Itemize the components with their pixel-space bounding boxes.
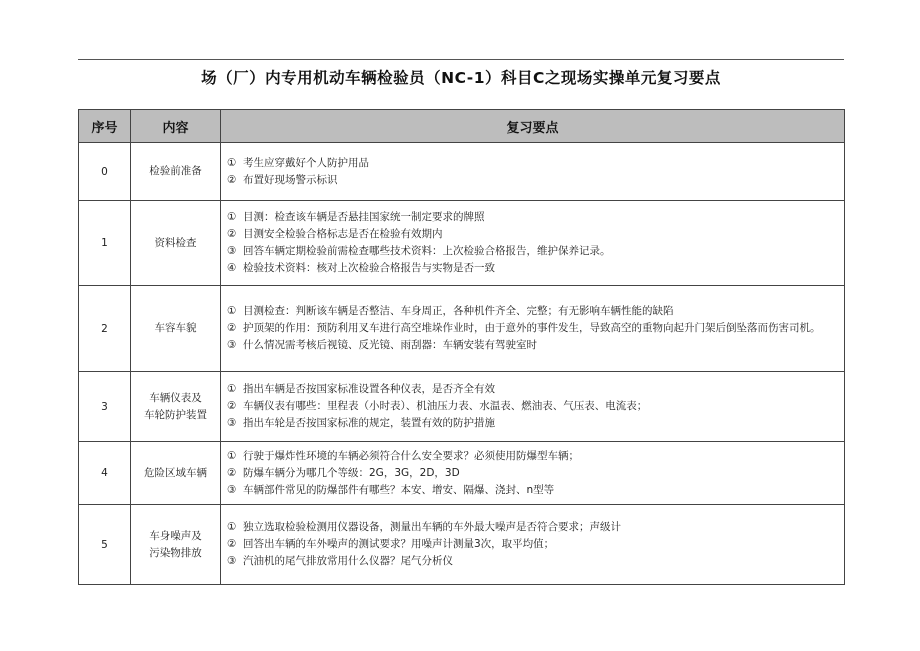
row-seq: 5 — [79, 505, 131, 585]
point-number: ② — [227, 322, 237, 334]
point-number: ③ — [227, 245, 237, 257]
point-number: ① — [227, 211, 237, 223]
row-content-line: 车辆仪表及 — [149, 391, 202, 404]
row-points — [221, 201, 845, 286]
point-text: 指出车辆是否按国家标准设置各种仪表，是否齐全有效 — [243, 383, 495, 395]
review-point — [227, 209, 838, 226]
review-point — [227, 482, 838, 499]
header-points: 复习要点 — [221, 110, 845, 143]
point-text: 防爆车辆分为哪几个等级：2G，3G，2D，3D — [243, 466, 460, 479]
point-text: 布置好现场警示标识 — [243, 173, 338, 186]
review-point — [227, 172, 838, 189]
review-point — [227, 415, 838, 432]
row-content-line: 检验前准备 — [149, 165, 202, 177]
header-seq: 序号 — [79, 110, 131, 143]
point-text: 护顶架的作用：预防利用叉车进行高空堆垛作业时，由于意外的事件发生，导致高空的重物向起升门架后倒坠落而伤害司机。 — [243, 322, 821, 334]
row-seq: 1 — [79, 201, 131, 286]
point-text: 独立选取检验检测用仪器设备，测量出车辆的车外最大噪声是否符合要求；声级计 — [243, 521, 621, 533]
point-number: ② — [227, 228, 237, 240]
row-content-line: 危险区域车辆 — [144, 466, 207, 479]
table-header-row — [79, 110, 845, 143]
point-number: ③ — [227, 339, 237, 351]
review-point — [227, 260, 838, 277]
table-body — [79, 143, 845, 585]
row-points — [221, 286, 845, 372]
row-points — [221, 143, 845, 201]
row-points — [221, 442, 845, 505]
point-text: 什么情况需考核后视镜、反光镜、雨刮器：车辆安装有驾驶室时 — [243, 339, 537, 351]
table-row — [79, 372, 845, 442]
row-seq: 2 — [79, 286, 131, 372]
point-number: ② — [227, 538, 237, 550]
review-point — [227, 226, 838, 243]
review-point — [227, 337, 838, 354]
table-row — [79, 505, 845, 585]
point-number: ① — [227, 449, 237, 462]
row-content — [131, 143, 221, 201]
table-row — [79, 286, 845, 372]
point-text: 指出车轮是否按国家标准的规定，装置有效的防护措施 — [243, 417, 495, 429]
row-content — [131, 201, 221, 286]
row-seq: 3 — [79, 372, 131, 442]
header-content: 内容 — [131, 110, 221, 143]
point-number: ③ — [227, 417, 237, 429]
review-point — [227, 519, 838, 536]
row-seq: 4 — [79, 442, 131, 505]
point-number: ① — [227, 156, 237, 169]
point-text: 目测检查：判断该车辆是否整洁、车身周正，各种机件齐全、完整；有无影响车辆性能的缺陷 — [243, 305, 674, 317]
document-title: 场（厂）内专用机动车辆检验员（NC-1）科目C之现场实操单元复习要点 — [201, 69, 721, 87]
review-point — [227, 320, 838, 337]
review-point — [227, 303, 838, 320]
row-content-line: 污染物排放 — [149, 546, 202, 559]
table-row — [79, 143, 845, 201]
review-point — [227, 398, 838, 415]
review-table — [78, 109, 845, 585]
point-text: 行驶于爆炸性环境的车辆必须符合什么安全要求？必须使用防爆型车辆； — [243, 449, 579, 462]
row-content-line: 资料检查 — [154, 236, 197, 249]
review-point — [227, 465, 838, 482]
point-number: ① — [227, 521, 237, 533]
row-points — [221, 505, 845, 585]
row-content — [131, 442, 221, 505]
point-text: 汽油机的尾气排放常用什么仪器？尾气分析仪 — [243, 555, 453, 567]
point-number: ② — [227, 400, 237, 412]
point-number: ③ — [227, 555, 237, 567]
point-number: ① — [227, 383, 237, 395]
point-number: ② — [227, 466, 237, 479]
row-content-line: 车容车貌 — [154, 322, 197, 334]
point-text: 车辆仪表有哪些：里程表（小时表）、机油压力表、水温表、燃油表、气压表、电流表； — [243, 400, 648, 412]
point-text: 检验技术资料：核对上次检验合格报告与实物是否一致 — [243, 262, 495, 274]
row-content — [131, 286, 221, 372]
table-row — [79, 201, 845, 286]
point-text: 回答车辆定期检验前需检查哪些技术资料：上次检验合格报告，维护保养记录。 — [243, 245, 611, 257]
review-point — [227, 448, 838, 465]
top-rule — [78, 59, 844, 60]
point-text: 目测安全检验合格标志是否在检验有效期内 — [243, 228, 443, 240]
review-point — [227, 536, 838, 553]
table-row — [79, 442, 845, 505]
point-text: 考生应穿戴好个人防护用品 — [243, 156, 369, 169]
row-content-line: 车身噪声及 — [149, 529, 202, 542]
row-points — [221, 372, 845, 442]
row-content — [131, 505, 221, 585]
point-text: 车辆部件常见的防爆部件有哪些？本安、增安、隔爆、浇封、n型等 — [243, 483, 555, 496]
point-number: ② — [227, 173, 237, 186]
row-seq: 0 — [79, 143, 131, 201]
point-text: 目测：检查该车辆是否悬挂国家统一制定要求的牌照 — [243, 211, 485, 223]
point-text: 回答出车辆的车外噪声的测试要求？用噪声计测量3次，取平均值； — [243, 538, 555, 550]
review-point — [227, 243, 838, 260]
row-content — [131, 372, 221, 442]
review-point — [227, 553, 838, 570]
row-content-line: 车轮防护装置 — [144, 408, 207, 421]
review-point — [227, 155, 838, 172]
review-point — [227, 381, 838, 398]
point-number: ③ — [227, 483, 237, 496]
point-number: ④ — [227, 262, 237, 274]
point-number: ① — [227, 305, 237, 317]
